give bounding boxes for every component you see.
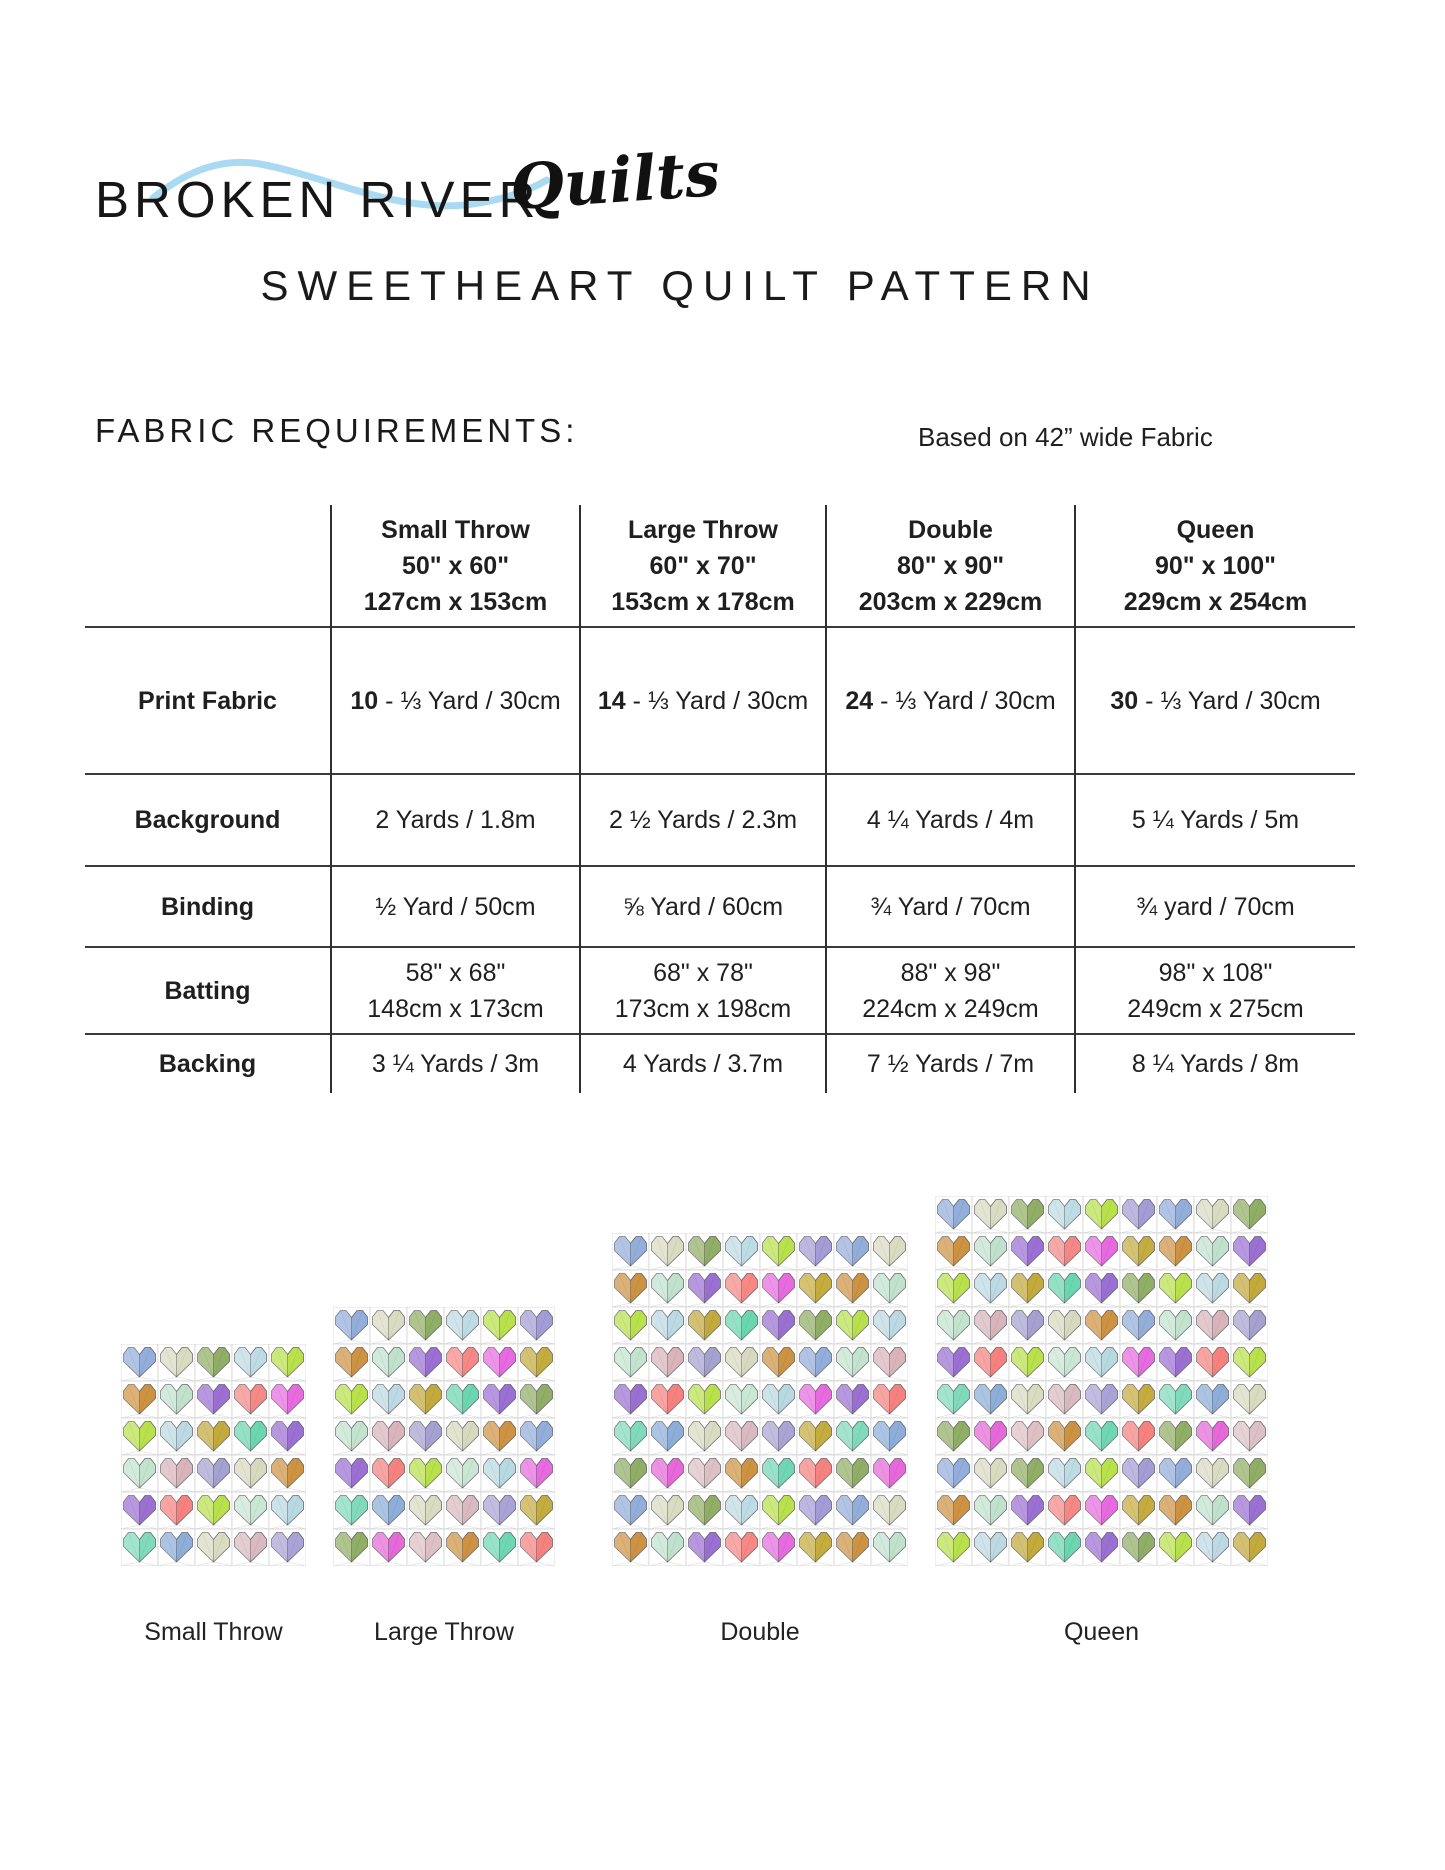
cell-binding-3: ¾ yard / 70cm — [1076, 867, 1355, 948]
heart-block — [1009, 1233, 1046, 1270]
heart-block — [760, 1492, 797, 1529]
heart-block — [686, 1381, 723, 1418]
cell-backing-0: 3 ¼ Yards / 3m — [332, 1035, 581, 1093]
heart-block — [1194, 1233, 1231, 1270]
heart-block — [481, 1455, 518, 1492]
heart-block — [649, 1418, 686, 1455]
heart-block — [1009, 1196, 1046, 1233]
heart-block — [686, 1455, 723, 1492]
row-label-batting: Batting — [85, 948, 332, 1035]
heart-block — [121, 1381, 158, 1418]
cell-binding-1: ⅝ Yard / 60cm — [581, 867, 827, 948]
heart-block — [1231, 1418, 1268, 1455]
heart-block — [871, 1270, 908, 1307]
heart-block — [481, 1418, 518, 1455]
heart-block — [1046, 1233, 1083, 1270]
heart-block — [686, 1307, 723, 1344]
heart-block — [158, 1381, 195, 1418]
heart-block — [407, 1418, 444, 1455]
heart-block — [649, 1344, 686, 1381]
heart-block — [481, 1307, 518, 1344]
heart-block — [1157, 1455, 1194, 1492]
heart-block — [333, 1418, 370, 1455]
heart-block — [649, 1529, 686, 1566]
header-double — [827, 505, 1076, 628]
heart-block — [1194, 1307, 1231, 1344]
cell-batting-3: 98" x 108" 249cm x 275cm — [1076, 948, 1355, 1035]
heart-block — [935, 1455, 972, 1492]
heart-block — [797, 1270, 834, 1307]
heart-block — [797, 1418, 834, 1455]
heart-block — [612, 1529, 649, 1566]
heart-block — [518, 1529, 555, 1566]
heart-block — [1120, 1196, 1157, 1233]
heart-block — [269, 1529, 306, 1566]
heart-block — [649, 1381, 686, 1418]
heart-block — [1194, 1529, 1231, 1566]
brand-logo — [95, 136, 723, 248]
heart-block — [797, 1233, 834, 1270]
heart-block — [834, 1529, 871, 1566]
heart-block — [1194, 1418, 1231, 1455]
col-size-in: 60" x 70" — [649, 551, 757, 580]
heart-block — [760, 1381, 797, 1418]
heart-block — [797, 1307, 834, 1344]
heart-block — [1231, 1381, 1268, 1418]
heart-block — [1120, 1233, 1157, 1270]
heart-block — [686, 1270, 723, 1307]
heart-block — [269, 1455, 306, 1492]
heart-block — [232, 1529, 269, 1566]
heart-block — [760, 1529, 797, 1566]
heart-block — [121, 1529, 158, 1566]
heart-block — [121, 1492, 158, 1529]
heart-block — [834, 1381, 871, 1418]
heart-block — [935, 1492, 972, 1529]
heart-block — [797, 1455, 834, 1492]
heart-block — [612, 1344, 649, 1381]
quilt-preview-double — [612, 1233, 908, 1571]
heart-block — [518, 1418, 555, 1455]
heart-block — [1046, 1344, 1083, 1381]
heart-block — [1157, 1344, 1194, 1381]
heart-block — [1157, 1196, 1194, 1233]
heart-block — [444, 1529, 481, 1566]
heart-block — [518, 1307, 555, 1344]
heart-block — [1046, 1381, 1083, 1418]
col-size-in: 50" x 60" — [401, 551, 510, 580]
heart-block — [370, 1418, 407, 1455]
heart-block — [834, 1307, 871, 1344]
heart-block — [1194, 1344, 1231, 1381]
heart-block — [195, 1455, 232, 1492]
heart-block — [686, 1529, 723, 1566]
cell-background-3: 5 ¼ Yards / 5m — [1076, 775, 1355, 867]
section-heading: FABRIC REQUIREMENTS: — [95, 412, 579, 449]
heart-block — [797, 1529, 834, 1566]
heart-block — [195, 1381, 232, 1418]
heart-block — [1083, 1381, 1120, 1418]
heart-block — [444, 1381, 481, 1418]
cell-background-0: 2 Yards / 1.8m — [332, 775, 581, 867]
heart-block — [935, 1529, 972, 1566]
heart-block — [760, 1455, 797, 1492]
heart-block — [1120, 1455, 1157, 1492]
heart-block — [649, 1307, 686, 1344]
heart-block — [444, 1418, 481, 1455]
heart-block — [760, 1233, 797, 1270]
heart-block — [935, 1270, 972, 1307]
page-title: SWEETHEART QUILT PATTERN — [260, 262, 1100, 309]
cell-backing-2: 7 ½ Yards / 7m — [827, 1035, 1076, 1093]
heart-block — [407, 1492, 444, 1529]
heart-block — [723, 1233, 760, 1270]
quilt-size-label-queen: Queen — [1063, 1618, 1140, 1646]
heart-block — [834, 1455, 871, 1492]
col-size-cm: 153cm x 178cm — [611, 587, 795, 616]
heart-block — [972, 1270, 1009, 1307]
heart-block — [1231, 1344, 1268, 1381]
heart-block — [1157, 1270, 1194, 1307]
heart-block — [935, 1233, 972, 1270]
heart-block — [834, 1492, 871, 1529]
heart-block — [612, 1492, 649, 1529]
heart-block — [1009, 1270, 1046, 1307]
heart-block — [935, 1381, 972, 1418]
heart-block — [1120, 1381, 1157, 1418]
col-size-cm: 229cm x 254cm — [1123, 587, 1308, 616]
heart-block — [370, 1381, 407, 1418]
heart-block — [407, 1344, 444, 1381]
heart-block — [444, 1307, 481, 1344]
heart-block — [871, 1344, 908, 1381]
heart-block — [935, 1418, 972, 1455]
heart-block — [1009, 1381, 1046, 1418]
heart-block — [723, 1270, 760, 1307]
heart-block — [797, 1344, 834, 1381]
heart-block — [370, 1307, 407, 1344]
heart-block — [518, 1381, 555, 1418]
heart-block — [1083, 1455, 1120, 1492]
cell-background-2: 4 ¼ Yards / 4m — [827, 775, 1076, 867]
heart-block — [1083, 1196, 1120, 1233]
heart-block — [972, 1492, 1009, 1529]
heart-block — [333, 1455, 370, 1492]
heart-block — [612, 1381, 649, 1418]
heart-block — [612, 1307, 649, 1344]
heart-block — [232, 1344, 269, 1381]
cell-print-fabric-3: 30 - ⅓ Yard / 30cm — [1076, 628, 1355, 775]
heart-block — [972, 1455, 1009, 1492]
heart-block — [333, 1529, 370, 1566]
heart-block — [871, 1307, 908, 1344]
heart-block — [333, 1381, 370, 1418]
heart-block — [481, 1381, 518, 1418]
heart-block — [972, 1529, 1009, 1566]
heart-block — [649, 1270, 686, 1307]
quilt-size-label-large-throw: Large Throw — [374, 1618, 514, 1646]
heart-block — [1009, 1307, 1046, 1344]
heart-block — [972, 1233, 1009, 1270]
header-large-throw — [581, 505, 827, 628]
heart-block — [723, 1529, 760, 1566]
heart-block — [1009, 1455, 1046, 1492]
heart-block — [1231, 1196, 1268, 1233]
heart-block — [1194, 1270, 1231, 1307]
heart-block — [121, 1344, 158, 1381]
heart-block — [195, 1529, 232, 1566]
heart-block — [1231, 1492, 1268, 1529]
heart-block — [1194, 1381, 1231, 1418]
heart-block — [834, 1270, 871, 1307]
heart-block — [972, 1196, 1009, 1233]
header-corner-cell — [85, 505, 332, 628]
heart-block — [1231, 1270, 1268, 1307]
heart-block — [686, 1344, 723, 1381]
heart-block — [935, 1344, 972, 1381]
fabric-width-note: Based on 42” wide Fabric — [918, 422, 1213, 452]
heart-block — [232, 1381, 269, 1418]
heart-block — [269, 1492, 306, 1529]
heart-block — [1157, 1233, 1194, 1270]
heart-block — [407, 1307, 444, 1344]
heart-block — [1009, 1492, 1046, 1529]
heart-block — [1120, 1307, 1157, 1344]
col-size-cm: 127cm x 153cm — [363, 587, 548, 616]
heart-block — [1046, 1529, 1083, 1566]
cell-print-fabric-1: 14 - ⅓ Yard / 30cm — [581, 628, 827, 775]
heart-block — [481, 1344, 518, 1381]
heart-block — [1046, 1492, 1083, 1529]
heart-block — [1231, 1455, 1268, 1492]
row-label-background: Background — [85, 775, 332, 867]
heart-block — [121, 1455, 158, 1492]
heart-block — [518, 1455, 555, 1492]
heart-block — [1231, 1307, 1268, 1344]
heart-block — [1046, 1270, 1083, 1307]
heart-block — [972, 1307, 1009, 1344]
heart-block — [760, 1418, 797, 1455]
heart-block — [232, 1418, 269, 1455]
cell-batting-0: 58" x 68" 148cm x 173cm — [332, 948, 581, 1035]
heart-block — [723, 1307, 760, 1344]
cell-backing-3: 8 ¼ Yards / 8m — [1131, 1050, 1300, 1078]
heart-block — [444, 1455, 481, 1492]
heart-block — [333, 1492, 370, 1529]
heart-block — [649, 1233, 686, 1270]
heart-block — [370, 1455, 407, 1492]
brand-script: Quilts — [507, 136, 723, 225]
heart-block — [760, 1307, 797, 1344]
heart-block — [972, 1418, 1009, 1455]
heart-block — [407, 1529, 444, 1566]
col-name: Small Throw — [381, 515, 530, 544]
heart-block — [1009, 1418, 1046, 1455]
heart-block — [834, 1233, 871, 1270]
heart-block — [1083, 1270, 1120, 1307]
heart-block — [760, 1270, 797, 1307]
heart-block — [1231, 1529, 1268, 1566]
heart-block — [972, 1344, 1009, 1381]
heart-block — [269, 1344, 306, 1381]
heart-block — [871, 1492, 908, 1529]
heart-block — [834, 1418, 871, 1455]
heart-block — [1120, 1529, 1157, 1566]
heart-block — [269, 1418, 306, 1455]
cell-backing-1: 4 Yards / 3.7m — [581, 1035, 827, 1093]
heart-block — [612, 1270, 649, 1307]
heart-block — [797, 1492, 834, 1529]
row-label-backing: Backing — [85, 1035, 332, 1093]
heart-block — [612, 1418, 649, 1455]
heart-block — [871, 1381, 908, 1418]
heart-block — [370, 1529, 407, 1566]
heart-block — [481, 1492, 518, 1529]
brand-name: BROKEN RIVER — [95, 171, 541, 228]
heart-block — [158, 1492, 195, 1529]
heart-block — [935, 1196, 972, 1233]
heart-block — [1157, 1529, 1194, 1566]
heart-block — [1083, 1492, 1120, 1529]
heart-block — [333, 1344, 370, 1381]
cell-print-fabric-0: 10 - ⅓ Yard / 30cm — [332, 628, 581, 775]
heart-block — [1083, 1344, 1120, 1381]
heart-block — [686, 1233, 723, 1270]
heart-block — [871, 1233, 908, 1270]
col-name: Queen — [1176, 515, 1255, 544]
heart-block — [1046, 1418, 1083, 1455]
heart-block — [1194, 1492, 1231, 1529]
heart-block — [269, 1381, 306, 1418]
heart-block — [1120, 1344, 1157, 1381]
heart-block — [649, 1455, 686, 1492]
heart-block — [797, 1381, 834, 1418]
header-small-throw — [332, 505, 581, 628]
heart-block — [723, 1381, 760, 1418]
heart-block — [760, 1344, 797, 1381]
heart-block — [871, 1529, 908, 1566]
heart-block — [1120, 1492, 1157, 1529]
cell-batting-1: 68" x 78" 173cm x 198cm — [581, 948, 827, 1035]
quilt-size-label-small-throw: Small Throw — [144, 1618, 283, 1646]
heart-block — [686, 1492, 723, 1529]
cell-background-1: 2 ½ Yards / 2.3m — [581, 775, 827, 867]
heart-block — [1083, 1529, 1120, 1566]
heart-block — [972, 1381, 1009, 1418]
heart-block — [1009, 1529, 1046, 1566]
heart-block — [232, 1492, 269, 1529]
col-size-cm: 203cm x 229cm — [858, 587, 1043, 616]
heart-block — [444, 1344, 481, 1381]
heart-block — [1046, 1307, 1083, 1344]
heart-block — [612, 1455, 649, 1492]
heart-block — [518, 1344, 555, 1381]
quilt-preview-small-throw — [121, 1344, 306, 1571]
heart-block — [1157, 1381, 1194, 1418]
heart-block — [1194, 1455, 1231, 1492]
heart-block — [518, 1492, 555, 1529]
heart-block — [370, 1344, 407, 1381]
row-label-binding: Binding — [85, 867, 332, 948]
cell-print-fabric-2: 24 - ⅓ Yard / 30cm — [827, 628, 1076, 775]
heart-block — [723, 1344, 760, 1381]
heart-block — [686, 1418, 723, 1455]
heart-block — [871, 1455, 908, 1492]
heart-block — [1157, 1492, 1194, 1529]
col-size-in: 80" x 90" — [896, 551, 1005, 580]
heart-block — [1120, 1270, 1157, 1307]
heart-block — [871, 1418, 908, 1455]
heart-block — [723, 1492, 760, 1529]
quilt-preview-large-throw — [333, 1307, 555, 1571]
heart-block — [723, 1455, 760, 1492]
heart-block — [649, 1492, 686, 1529]
heart-block — [1009, 1344, 1046, 1381]
heart-block — [481, 1529, 518, 1566]
heart-block — [158, 1344, 195, 1381]
heart-block — [370, 1492, 407, 1529]
heart-block — [1083, 1307, 1120, 1344]
row-label-print-fabric: Print Fabric — [85, 628, 332, 775]
heart-block — [834, 1344, 871, 1381]
col-name: Large Throw — [627, 515, 778, 544]
cell-binding-2: ¾ Yard / 70cm — [827, 867, 1076, 948]
heart-block — [158, 1529, 195, 1566]
heart-block — [195, 1344, 232, 1381]
heart-block — [1194, 1196, 1231, 1233]
heart-block — [195, 1418, 232, 1455]
heart-block — [1231, 1233, 1268, 1270]
heart-block — [1083, 1233, 1120, 1270]
heart-block — [407, 1455, 444, 1492]
cell-batting-2: 88" x 98" 224cm x 249cm — [827, 948, 1076, 1035]
heart-block — [723, 1418, 760, 1455]
heart-block — [444, 1492, 481, 1529]
heart-block — [158, 1455, 195, 1492]
col-size-in: 90" x 100" — [1154, 551, 1277, 580]
heart-block — [232, 1455, 269, 1492]
cell-binding-0: ½ Yard / 50cm — [332, 867, 581, 948]
header-queen — [1076, 505, 1355, 628]
heart-block — [407, 1381, 444, 1418]
heart-block — [195, 1492, 232, 1529]
heart-block — [1157, 1307, 1194, 1344]
heart-block — [1157, 1418, 1194, 1455]
heart-block — [1120, 1418, 1157, 1455]
heart-block — [1046, 1196, 1083, 1233]
quilt-preview-queen — [935, 1196, 1268, 1571]
heart-block — [121, 1418, 158, 1455]
heart-block — [333, 1307, 370, 1344]
heart-block — [935, 1307, 972, 1344]
col-name: Double — [908, 515, 993, 544]
heart-block — [158, 1418, 195, 1455]
heart-block — [1083, 1418, 1120, 1455]
heart-block — [1046, 1455, 1083, 1492]
quilt-size-label-double: Double — [720, 1618, 800, 1646]
heart-block — [612, 1233, 649, 1270]
fabric-requirements-table — [85, 505, 1355, 1093]
